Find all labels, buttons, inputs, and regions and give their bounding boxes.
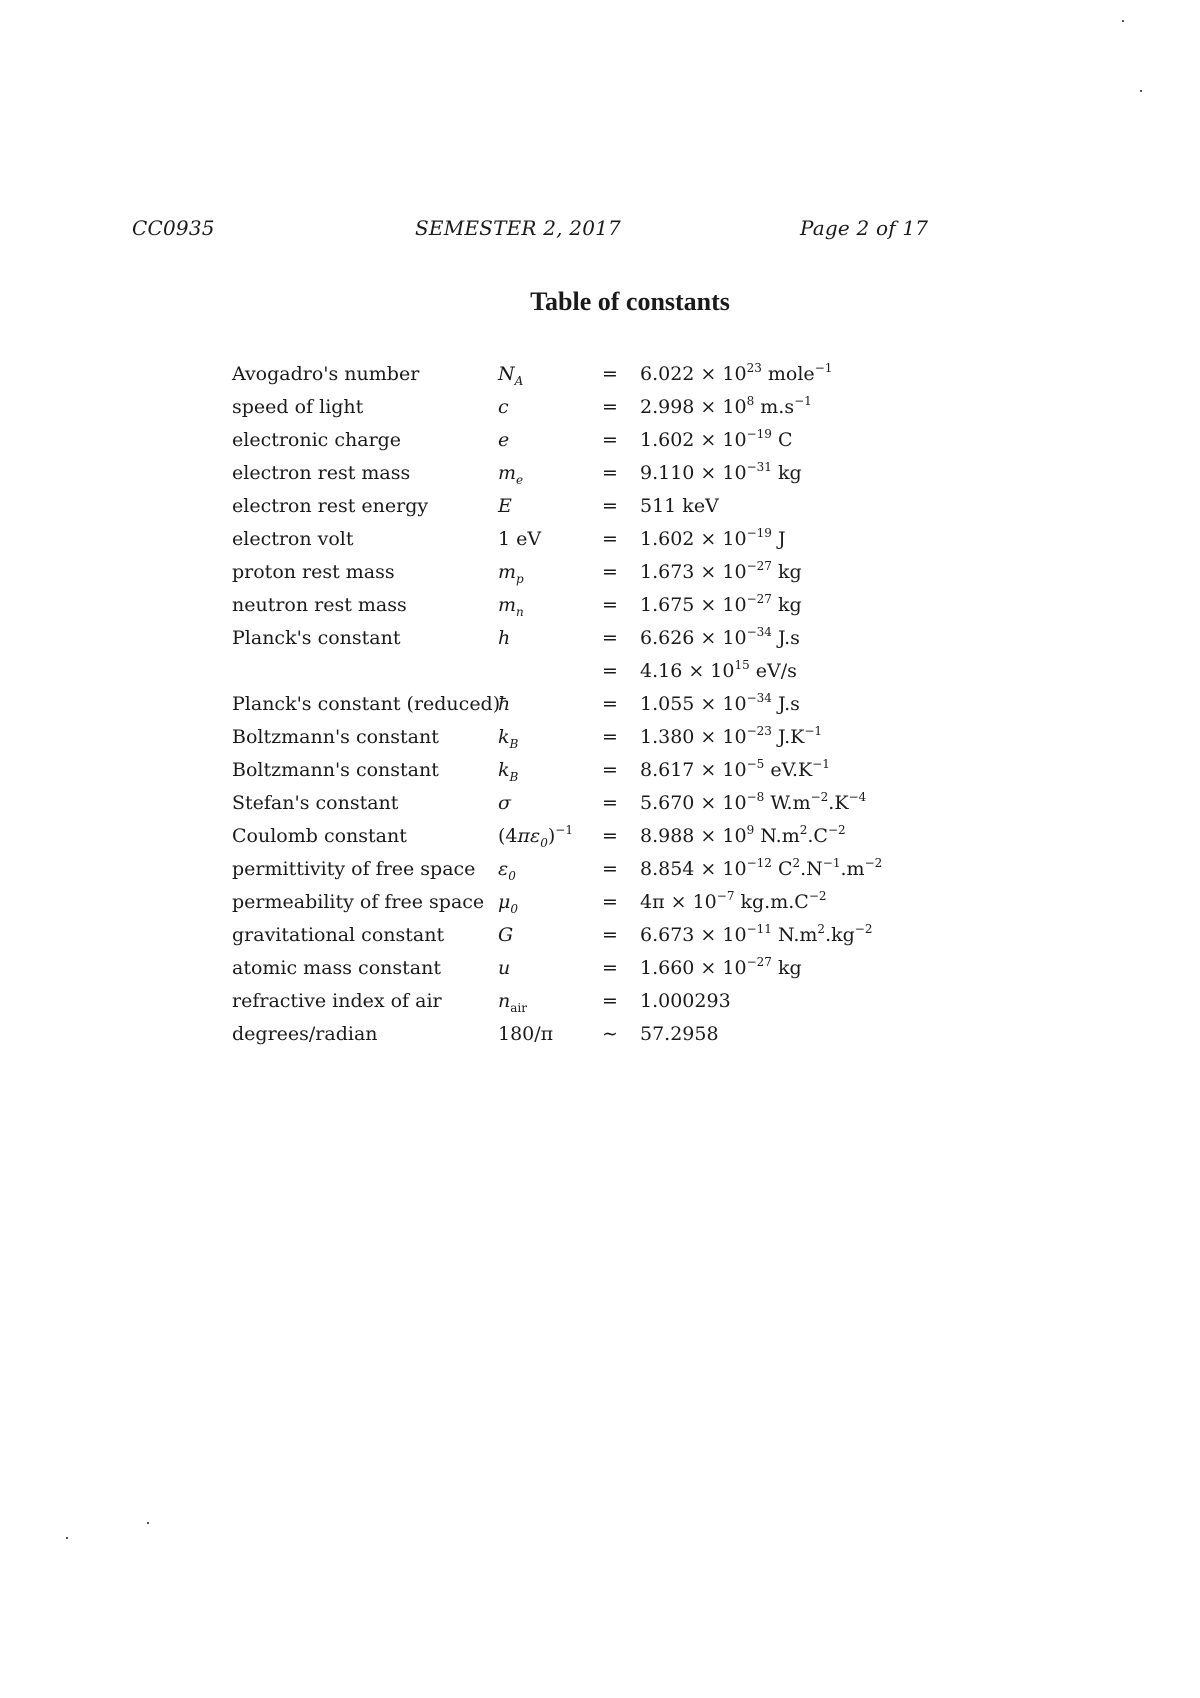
constant-name: speed of light xyxy=(232,396,364,418)
constant-name: Coulomb constant xyxy=(232,825,407,847)
constant-name: proton rest mass xyxy=(232,561,395,583)
constant-name: atomic mass constant xyxy=(232,957,441,979)
table-row xyxy=(232,556,932,589)
table-row xyxy=(232,622,932,655)
relation-sign: = xyxy=(602,891,618,913)
constant-name: gravitational constant xyxy=(232,924,445,946)
constant-value: $6.673 \times 10^{-11}$ $N.m^2.kg^{-2}$ xyxy=(640,922,873,946)
table-row xyxy=(232,358,932,391)
constant-symbol: $m_e$ xyxy=(498,462,524,487)
constant-symbol: σ xyxy=(498,792,511,814)
table-row xyxy=(232,424,932,457)
scan-speck xyxy=(1140,90,1142,92)
constant-symbol: $(4\pi\varepsilon_0)^{-1}$ xyxy=(498,823,573,850)
constant-symbol: $N_A$ xyxy=(498,363,524,388)
constant-symbol: h xyxy=(498,627,511,649)
constant-value: $1.673 \times 10^{-27}$ kg xyxy=(640,559,802,583)
constant-value: $6.626 \times 10^{-34}$ J.s xyxy=(640,625,800,649)
table-row xyxy=(232,886,932,919)
relation-sign: = xyxy=(602,726,618,748)
table-row xyxy=(232,391,932,424)
page-number: Page 2 of 17 xyxy=(800,216,929,240)
relation-sign: = xyxy=(602,660,618,682)
constant-name: Boltzmann's constant xyxy=(232,726,439,748)
constant-symbol: u xyxy=(498,957,511,979)
constant-name: electron volt xyxy=(232,528,354,550)
constant-symbol: $\varepsilon_0$ xyxy=(498,858,516,883)
course-code: CC0935 xyxy=(132,216,215,240)
table-row xyxy=(232,919,932,952)
constant-value: $4.16 \times 10^{15}$ eV/s xyxy=(640,658,797,682)
constant-name: electronic charge xyxy=(232,429,402,451)
relation-sign: = xyxy=(602,858,618,880)
constant-value: 511 keV xyxy=(640,495,719,517)
constant-value: $1.602 \times 10^{-19}$ C xyxy=(640,427,793,451)
table-row xyxy=(232,523,932,556)
constant-symbol: $k_B$ xyxy=(498,726,519,751)
relation-sign: ∼ xyxy=(602,1023,618,1045)
constant-value: 1.000293 xyxy=(640,990,731,1012)
constant-symbol: $m_n$ xyxy=(498,594,524,619)
relation-sign: = xyxy=(602,924,618,946)
relation-sign: = xyxy=(602,429,618,451)
constant-symbol: $k_B$ xyxy=(498,759,519,784)
scan-speck xyxy=(1122,20,1124,22)
constant-name: refractive index of air xyxy=(232,990,442,1012)
relation-sign: = xyxy=(602,396,618,418)
constant-value: $1.055 \times 10^{-34}$ J.s xyxy=(640,691,800,715)
relation-sign: = xyxy=(602,759,618,781)
constant-symbol: E xyxy=(498,495,512,517)
constant-value: $2.998 \times 10^8$ $m.s^{-1}$ xyxy=(640,394,812,418)
constant-symbol: $\mu_0$ xyxy=(498,891,518,916)
relation-sign: = xyxy=(602,990,618,1012)
scan-speck xyxy=(147,1522,149,1524)
constant-name: Boltzmann's constant xyxy=(232,759,439,781)
constant-symbol: c xyxy=(498,396,509,418)
table-row xyxy=(232,754,932,787)
constant-value: $4\pi \times 10^{-7}$ $kg.m.C^{-2}$ xyxy=(640,889,827,913)
table-row xyxy=(232,787,932,820)
table-row xyxy=(232,721,932,754)
constant-name: neutron rest mass xyxy=(232,594,407,616)
relation-sign: = xyxy=(602,363,618,385)
constants-table xyxy=(232,358,932,1051)
constant-value: $6.022 \times 10^{23}$ mole$^{-1}$ xyxy=(640,361,833,385)
table-row xyxy=(232,985,932,1018)
relation-sign: = xyxy=(602,462,618,484)
relation-sign: = xyxy=(602,561,618,583)
table-title: Table of constants xyxy=(530,287,730,316)
relation-sign: = xyxy=(602,792,618,814)
table-row xyxy=(232,655,932,688)
table-row xyxy=(232,688,932,721)
relation-sign: = xyxy=(602,594,618,616)
table-row xyxy=(232,589,932,622)
constant-value: $8.854 \times 10^{-12}$ $C^2.N^{-1}.m^{-2}$ xyxy=(640,856,883,880)
constant-value: $1.675 \times 10^{-27}$ kg xyxy=(640,592,802,616)
constant-symbol: ħ xyxy=(498,693,511,715)
constant-name: electron rest energy xyxy=(232,495,429,517)
constant-symbol: 1 eV xyxy=(498,528,542,550)
constant-value: $8.617 \times 10^{-5}$ $eV.K^{-1}$ xyxy=(640,757,830,781)
relation-sign: = xyxy=(602,693,618,715)
constant-name: Planck's constant (reduced) xyxy=(232,693,501,715)
relation-sign: = xyxy=(602,495,618,517)
constant-symbol: G xyxy=(498,924,514,946)
table-row xyxy=(232,853,932,886)
relation-sign: = xyxy=(602,528,618,550)
table-row xyxy=(232,952,932,985)
relation-sign: = xyxy=(602,957,618,979)
constant-value: $8.988 \times 10^9$ $N.m^2.C^{-2}$ xyxy=(640,823,846,847)
constant-value: $1.380 \times 10^{-23}$ $J.K^{-1}$ xyxy=(640,724,823,748)
table-row xyxy=(232,457,932,490)
constant-name: Stefan's constant xyxy=(232,792,399,814)
constant-value: 57.2958 xyxy=(640,1023,719,1045)
constant-symbol: $m_p$ xyxy=(498,561,524,586)
relation-sign: = xyxy=(602,825,618,847)
constant-value: $5.670 \times 10^{-8}$ $W.m^{-2}.K^{-4}$ xyxy=(640,790,867,814)
constant-name: degrees/radian xyxy=(232,1023,378,1045)
semester-label: SEMESTER 2, 2017 xyxy=(415,216,621,240)
constant-name: permittivity of free space xyxy=(232,858,476,880)
constant-value: $9.110 \times 10^{-31}$ kg xyxy=(640,460,802,484)
table-row xyxy=(232,820,932,853)
constant-value: $1.602 \times 10^{-19}$ J xyxy=(640,526,786,550)
constant-value: $1.660 \times 10^{-27}$ kg xyxy=(640,955,802,979)
constant-symbol: e xyxy=(498,429,510,451)
constant-name: electron rest mass xyxy=(232,462,411,484)
relation-sign: = xyxy=(602,627,618,649)
table-row xyxy=(232,490,932,523)
constant-name: Avogadro's number xyxy=(232,363,420,385)
constant-symbol: 180/π xyxy=(498,1023,554,1045)
constant-name: Planck's constant xyxy=(232,627,401,649)
table-row xyxy=(232,1018,932,1051)
constant-symbol: $n_{air}$ xyxy=(498,990,527,1015)
scan-speck xyxy=(66,1537,68,1539)
constant-name: permeability of free space xyxy=(232,891,485,913)
